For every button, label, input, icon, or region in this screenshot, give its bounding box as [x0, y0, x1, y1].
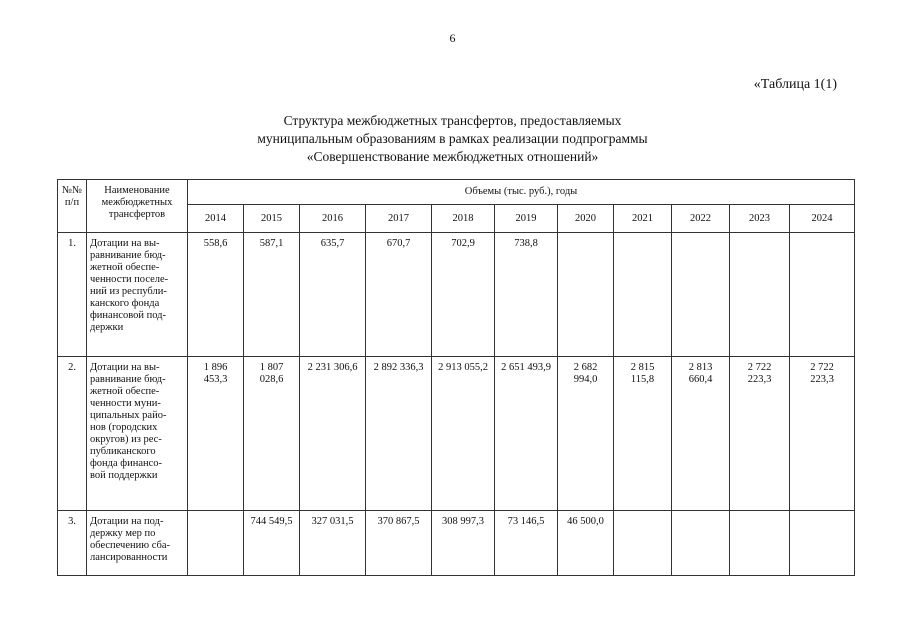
header-name-line: межбюджетных: [101, 197, 173, 208]
value-cell: [790, 511, 855, 576]
value-line: 2 231 306,6: [307, 362, 358, 373]
transfer-name-line: Дотации на под-: [90, 516, 164, 527]
value-cell: [495, 511, 558, 576]
value-cell: [790, 233, 855, 357]
header-name-line: трансфертов: [108, 209, 166, 220]
value-line: 223,3: [747, 374, 772, 385]
value-cell: [300, 511, 366, 576]
value-cell: [730, 511, 790, 576]
value-cell: [300, 357, 366, 511]
transfer-name-line: равнивание бюд-: [90, 374, 166, 385]
value-cell: [244, 357, 300, 511]
value-line: 2 722: [747, 362, 772, 373]
value-line: 635,7: [320, 238, 345, 249]
value-line: 2 815: [630, 362, 655, 373]
page-number: 6: [449, 31, 456, 45]
value-cell: [495, 357, 558, 511]
transfer-name-line: жетной обеспе-: [90, 386, 160, 397]
transfer-name-line: жетной обеспе-: [90, 262, 160, 273]
transfer-name-line: лансированности: [90, 552, 168, 563]
value-line: 2 722: [810, 362, 834, 373]
value-line: 738,8: [514, 238, 538, 249]
value-line: 73 146,5: [507, 516, 545, 527]
row-number: 2.: [58, 357, 87, 511]
value-cell: [558, 233, 614, 357]
value-line: 453,3: [203, 374, 228, 385]
value-cell: [730, 357, 790, 511]
value-line: 2 913 055,2: [438, 362, 488, 373]
transfer-name-line: округов) из рес-: [90, 434, 162, 445]
header-year: 2018: [432, 205, 495, 233]
table-row: [58, 233, 855, 357]
transfer-name-line: держки: [90, 322, 124, 333]
value-line: 223,3: [810, 374, 834, 385]
value-line: 558,6: [203, 238, 228, 249]
table-row: [58, 511, 855, 576]
title-line: Структура межбюджетных трансфертов, предоставляемых: [283, 113, 622, 128]
value-line: 702,9: [451, 238, 475, 249]
value-cell: [614, 511, 672, 576]
value-line: 587,1: [259, 238, 284, 249]
header-row-top: [58, 180, 855, 205]
value-cell: [366, 511, 432, 576]
transfer-name-line: держку мер по: [90, 528, 156, 539]
value-cell: [614, 357, 672, 511]
value-cell: [790, 357, 855, 511]
header-year: 2022: [672, 205, 730, 233]
value-cell: [300, 233, 366, 357]
value-line: 2 892 336,3: [373, 362, 424, 373]
header-year: 2014: [188, 205, 244, 233]
document-title: [0, 112, 905, 166]
value-cell: [614, 233, 672, 357]
header-year: 2019: [495, 205, 558, 233]
title-line: «Совершенствование межбюджетных отношений»: [306, 149, 599, 164]
value-line: 370 867,5: [377, 516, 420, 527]
transfer-name-line: вой поддержки: [90, 470, 158, 481]
value-line: 2 813: [688, 362, 713, 373]
value-line: 660,4: [688, 374, 713, 385]
transfer-name-line: обеспечению сба-: [90, 540, 170, 551]
value-line: 1 807: [259, 362, 284, 373]
value-line: 308 997,3: [442, 516, 484, 527]
value-line: 994,0: [573, 374, 598, 385]
value-cell: [244, 511, 300, 576]
header-year: 2023: [730, 205, 790, 233]
row-number: 1.: [58, 233, 87, 357]
value-cell: [188, 511, 244, 576]
title-line: муниципальным образованиям в рамках реализации подпрограммы: [257, 131, 648, 146]
value-cell: [432, 511, 495, 576]
header-year: 2015: [244, 205, 300, 233]
header-num-line: №№: [61, 185, 83, 196]
header-num: [58, 180, 87, 233]
value-cell: [730, 233, 790, 357]
row-number: 3.: [58, 511, 87, 576]
header-volumes: Объемы (тыс. руб.), годы: [188, 180, 855, 205]
value-cell: [672, 511, 730, 576]
value-line: 744 549,5: [250, 516, 293, 527]
transfer-name-line: Дотации на вы-: [90, 362, 160, 373]
transfer-name-line: равнивание бюд-: [90, 250, 166, 261]
value-line: 2 651 493,9: [501, 362, 551, 373]
transfer-name-line: ченности муни-: [90, 398, 161, 409]
transfer-name-line: финансовой под-: [90, 310, 167, 321]
header-year: 2017: [366, 205, 432, 233]
header-year: 2024: [790, 205, 855, 233]
value-line: 115,8: [630, 374, 655, 385]
value-cell: [558, 357, 614, 511]
value-cell: [188, 357, 244, 511]
transfer-name-line: канского фонда: [90, 298, 160, 309]
transfer-name: [87, 511, 188, 576]
value-line: 327 031,5: [311, 516, 354, 527]
value-cell: [672, 357, 730, 511]
transfer-name-line: нов (городских: [90, 422, 158, 433]
value-line: 670,7: [386, 238, 411, 249]
value-cell: [432, 233, 495, 357]
header-name: [87, 180, 188, 233]
header-num-line: п/п: [64, 197, 80, 208]
transfer-name: [87, 357, 188, 511]
value-line: 2 682: [573, 362, 598, 373]
transfer-name-line: публиканского: [90, 446, 156, 457]
header-year: 2021: [614, 205, 672, 233]
header-year: 2020: [558, 205, 614, 233]
header-name-line: Наименование: [104, 185, 170, 196]
value-cell: [244, 233, 300, 357]
transfer-name-line: фонда финансо-: [90, 458, 163, 469]
table-label: «Таблица 1(1): [753, 77, 837, 92]
value-cell: [672, 233, 730, 357]
table-row: [58, 357, 855, 511]
value-cell: [366, 233, 432, 357]
transfer-name-line: ний из республи-: [90, 286, 167, 297]
value-line: 028,6: [259, 374, 284, 385]
value-cell: [432, 357, 495, 511]
transfer-name-line: ципальных райо-: [90, 410, 167, 421]
value-line: 46 500,0: [567, 516, 604, 527]
transfer-name: [87, 233, 188, 357]
transfer-name-line: ченности поселе-: [90, 274, 169, 285]
transfers-table: [57, 179, 855, 576]
value-cell: [366, 357, 432, 511]
header-year: 2016: [300, 205, 366, 233]
value-cell: [495, 233, 558, 357]
value-cell: [188, 233, 244, 357]
value-line: 1 896: [203, 362, 228, 373]
value-cell: [558, 511, 614, 576]
transfer-name-line: Дотации на вы-: [90, 238, 160, 249]
